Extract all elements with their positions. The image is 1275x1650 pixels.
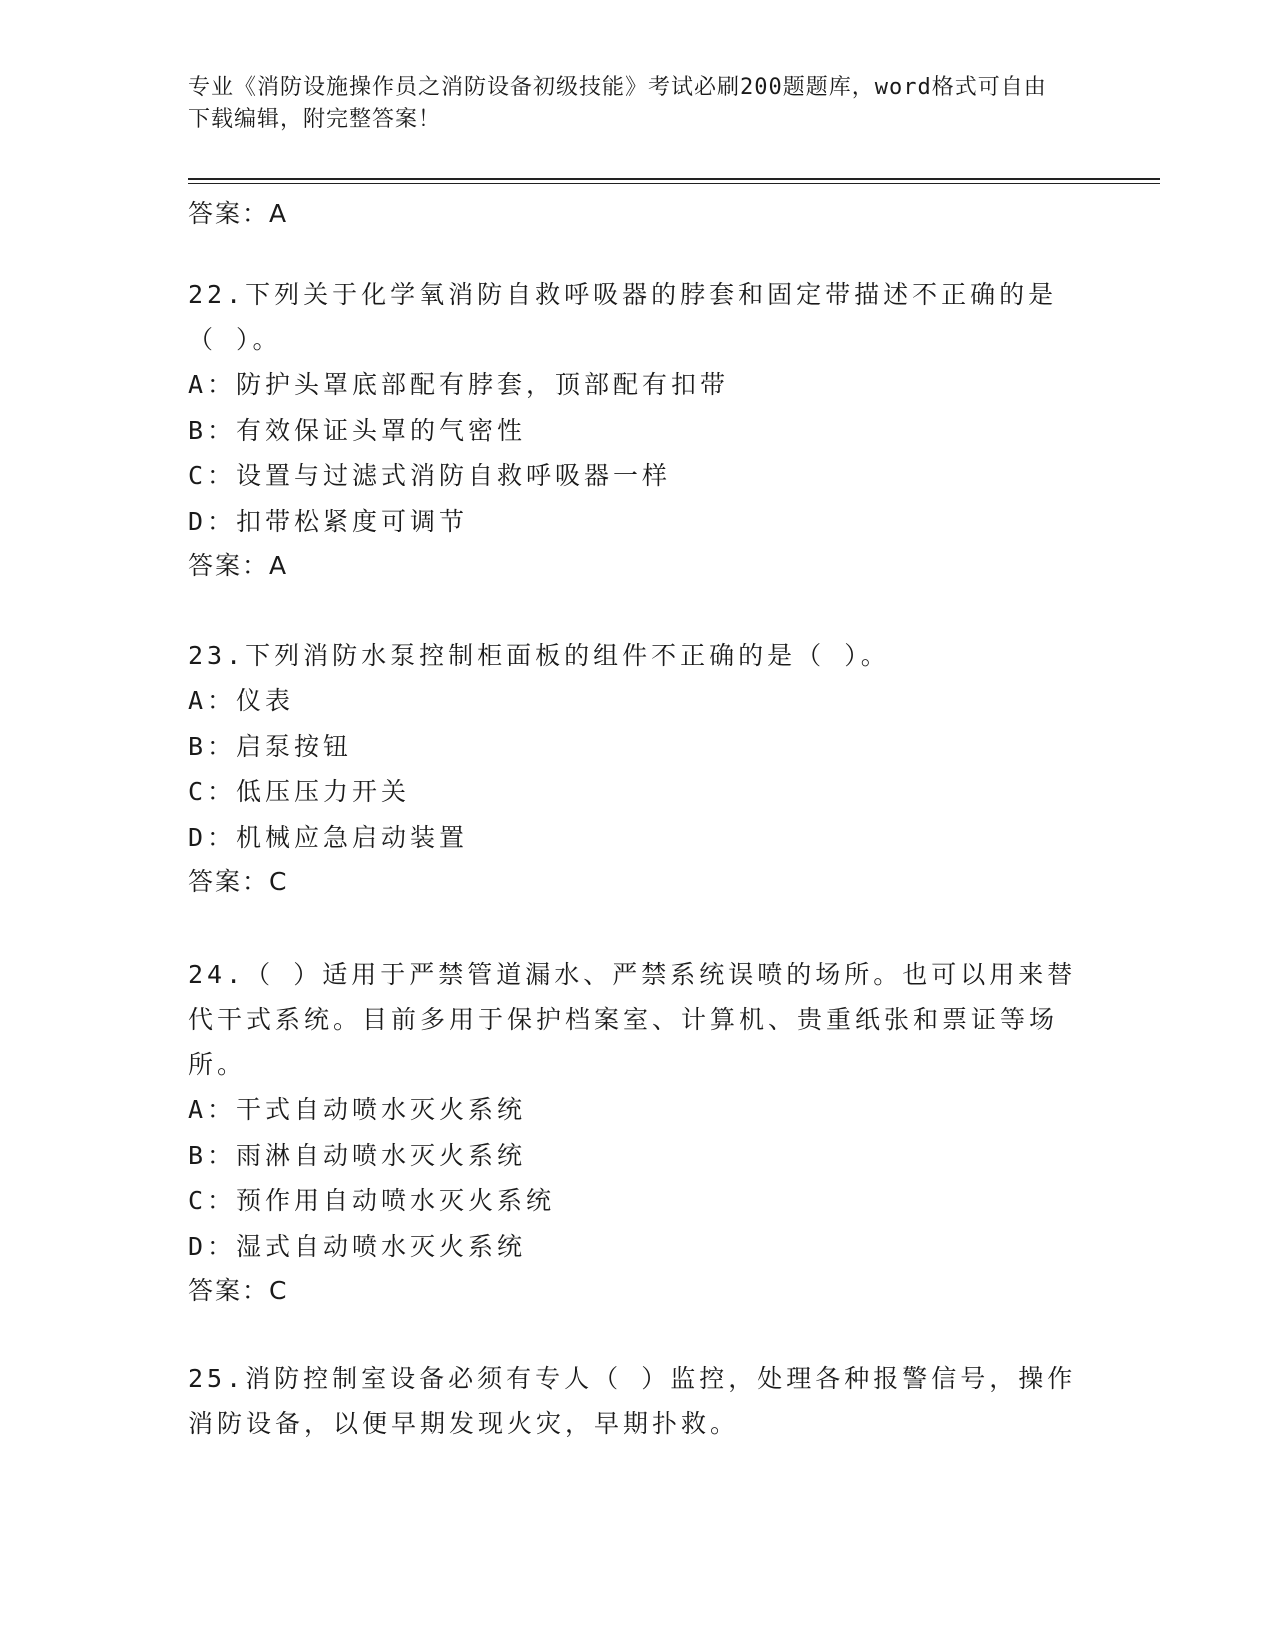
answer-value: A [269,551,288,580]
question-stem: 23.下列消防水泵控制柜面板的组件不正确的是（ ）。 [188,641,890,670]
option-b: B：启泵按钮 [188,731,353,761]
answer-line [188,1269,1078,1313]
answer-label: 答案： [188,867,270,896]
option-d: D：扣带松紧度可调节 [188,506,469,536]
answer-label: 答案： [188,199,270,228]
answer-line [188,860,1078,904]
option-d: D：湿式自动喷水灭火系统 [188,1231,527,1261]
carryover-answer [188,192,1078,236]
answer-label: 答案： [188,551,270,580]
option-a: A：仪表 [188,686,295,715]
question-24 [188,952,1078,1313]
header-divider [188,178,1160,180]
option-b: B：雨淋自动喷水灭火系统 [188,1140,527,1170]
question-25 [188,1356,1078,1446]
answer-line [188,544,1078,588]
option-c: C：预作用自动喷水灭火系统 [188,1186,556,1215]
option-c: C：低压压力开关 [188,777,411,806]
question-list [188,188,1078,1446]
question-stem: 24.（ ）适用于严禁管道漏水、严禁系统误喷的场所。也可以用来替代干式系统。目前多用于保护档案室、计算机、贵重纸张和票证等场所。 [188,960,1077,1079]
question-stem: 25.消防控制室设备必须有专人（ ）监控，处理各种报警信号，操作消防设备，以便早期发现火灾，早期扑救。 [188,1364,1077,1438]
option-b: B：有效保证头罩的气密性 [188,415,527,445]
answer-value: C [269,867,288,896]
document-header: 专业《消防设施操作员之消防设备初级技能》考试必刷200题题库，word格式可自由下载编辑，附完整答案！ [188,75,1047,132]
question-22 [188,272,1078,588]
option-a: A：防护头罩底部配有脖套，顶部配有扣带 [188,370,730,399]
answer-value: A [269,199,288,228]
option-c: C：设置与过滤式消防自救呼吸器一样 [188,461,672,490]
option-a: A：干式自动喷水灭火系统 [188,1095,527,1124]
header-divider-thin [188,183,1160,184]
option-d: D：机械应急启动装置 [188,822,469,852]
answer-label: 答案： [188,1276,270,1305]
question-stem: 22.下列关于化学氧消防自救呼吸器的脖套和固定带描述不正确的是（ ）。 [188,280,1058,354]
question-23 [188,633,1078,904]
answer-value: C [269,1276,288,1305]
